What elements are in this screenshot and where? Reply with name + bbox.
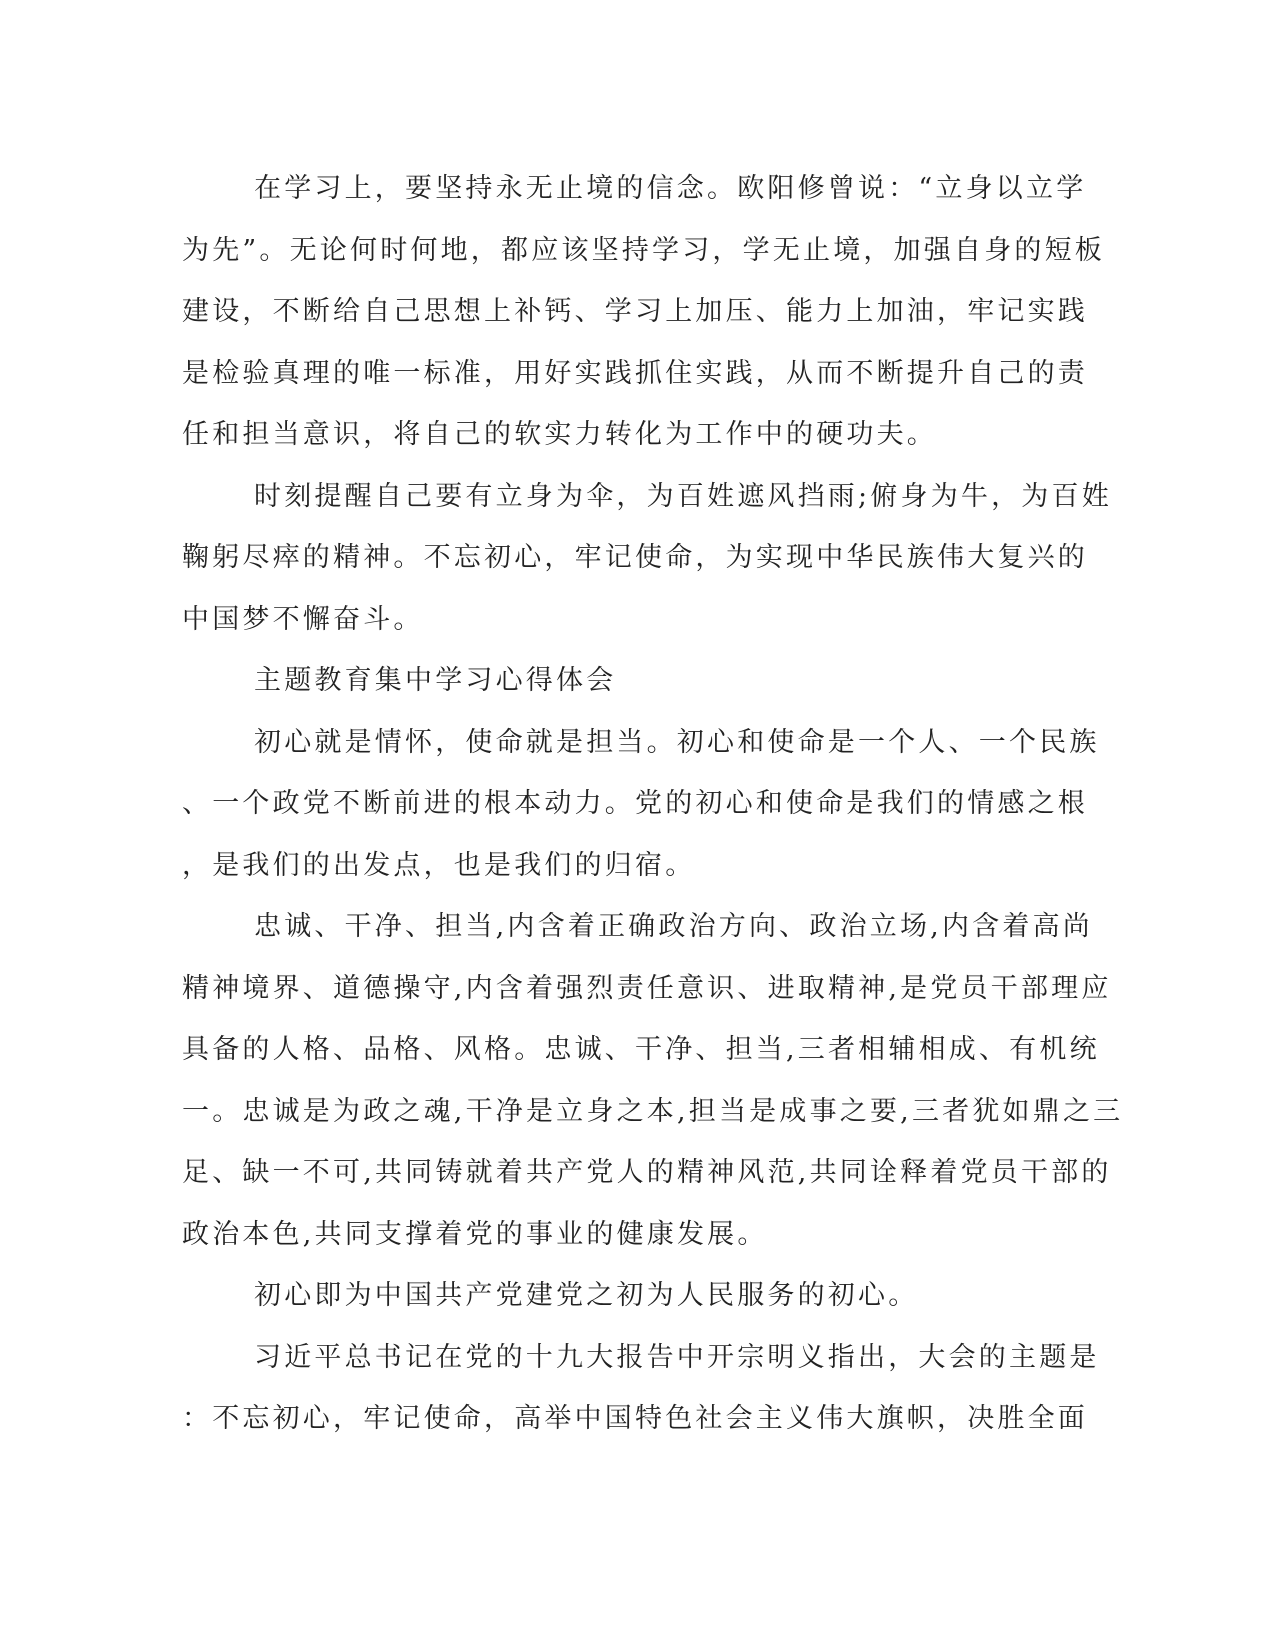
paragraph-line: 、一个政党不断前进的根本动力。党的初心和使命是我们的情感之根 — [182, 788, 1088, 819]
paragraph-line: 时刻提醒自己要有立身为伞，为百姓遮风挡雨;俯身为牛，为百姓 — [254, 480, 1112, 512]
paragraph-line: 习近平总书记在党的十九大报告中开宗明义指出，大会的主题是 — [254, 1341, 1100, 1373]
paragraph-line: 足、缺一不可,共同铸就着共产党人的精神风范,共同诠释着党员干部的 — [182, 1157, 1112, 1188]
section-heading: 主题教育集中学习心得体会 — [254, 665, 617, 696]
paragraph-line: 政治本色,共同支撑着党的事业的健康发展。 — [182, 1218, 768, 1250]
paragraph-line: 中国梦不懈奋斗。 — [182, 603, 424, 635]
paragraph-line: 建设，不断给自己思想上补钙、学习上加压、能力上加油，牢记实践 — [182, 296, 1088, 327]
paragraph-line: 一。忠诚是为政之魂,干净是立身之本,担当是成事之要,三者犹如鼎之三 — [182, 1095, 1124, 1127]
paragraph-line: ：不忘初心，牢记使命，高举中国特色社会主义伟大旗帜，决胜全面 — [182, 1403, 1088, 1434]
paragraph-line: 在学习上，要坚持永无止境的信念。欧阳修曾说：“立身以立学 — [254, 173, 1087, 204]
paragraph-line: 具备的人格、品格、风格。忠诚、干净、担当,三者相辅相成、有机统 — [182, 1034, 1100, 1065]
paragraph-line: 鞠躬尽瘁的精神。不忘初心，牢记使命，为实现中华民族伟大复兴的 — [182, 542, 1088, 573]
paragraph-line: 是检验真理的唯一标准，用好实践抓住实践，从而不断提升自己的责 — [182, 357, 1088, 389]
paragraph-line: 忠诚、干净、担当,内含着正确政治方向、政治立场,内含着高尚 — [254, 911, 1093, 942]
paragraph-line: 为先”。无论何时何地，都应该坚持学习，学无止境，加强自身的短板 — [182, 234, 1106, 266]
paragraph-line: 初心就是情怀，使命就是担当。初心和使命是一个人、一个民族 — [254, 726, 1100, 758]
paragraph-line: 任和担当意识，将自己的软实力转化为工作中的硬功夫。 — [182, 419, 937, 450]
paragraph-line: 初心即为中国共产党建党之初为人民服务的初心。 — [254, 1280, 919, 1311]
paragraph-line: ，是我们的出发点，也是我们的归宿。 — [182, 849, 696, 881]
document-body — [182, 158, 1124, 1450]
paragraph-line: 精神境界、道德操守,内含着强烈责任意识、进取精神,是党员干部理应 — [182, 972, 1112, 1004]
